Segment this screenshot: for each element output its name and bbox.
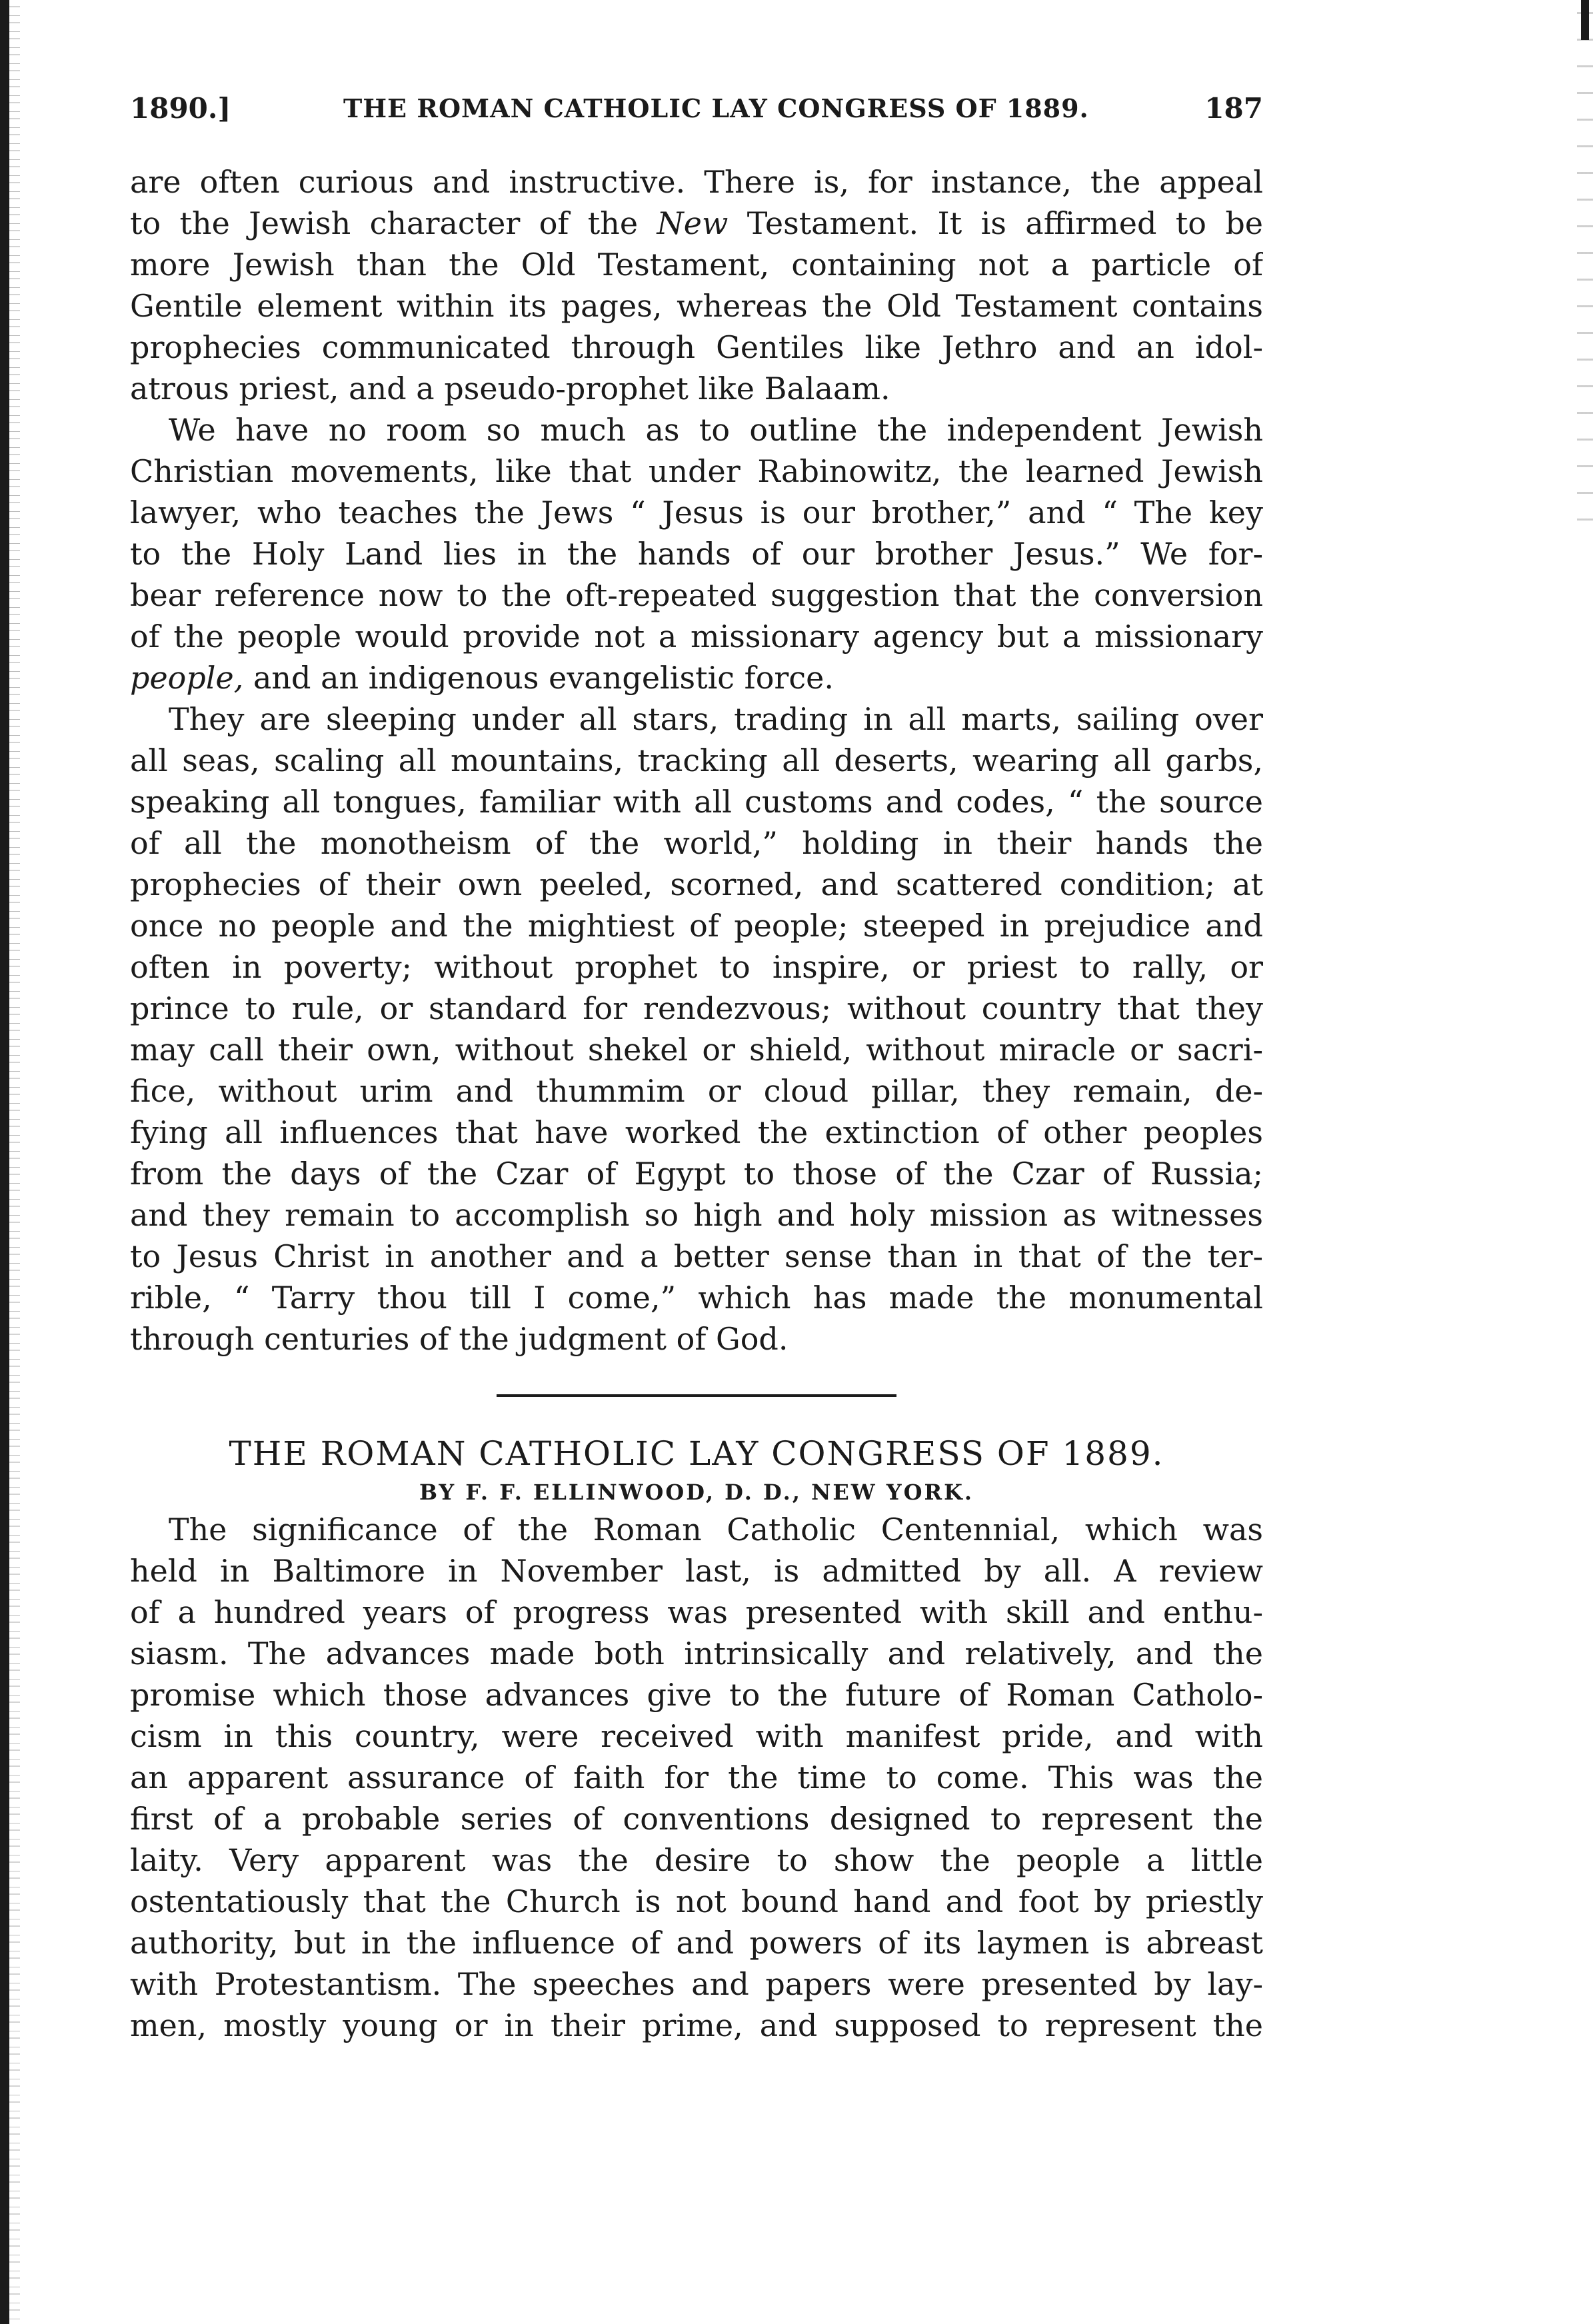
scan-right-edge-noise (1577, 0, 1593, 533)
text-line: of a hundred years of progress was presented with skill and enthu- (130, 1594, 1263, 1630)
italic-text: people, (130, 660, 244, 696)
previous-article-text (130, 161, 1263, 1360)
text-line: speaking all tongues, familiar with all customs and codes, “ the source (130, 784, 1263, 820)
text-line: through centuries of the judgment of God. (130, 1321, 789, 1357)
text-line: ostentatiously that the Church is not bound hand and foot by priestly (130, 1883, 1263, 1919)
text-span: Testament. It is affirmed to be (728, 205, 1263, 241)
text-line: from the days of the Czar of Egypt to those of the Czar of Russia; (130, 1156, 1263, 1192)
text-span: and an indigenous evangelistic force. (243, 660, 834, 696)
text-line: Gentile element within its pages, whereas the Old Testament contains (130, 288, 1263, 324)
article-byline: BY F. F. ELLINWOOD, D. D., NEW YORK. (419, 1480, 974, 1505)
scan-left-edge-noise (9, 0, 20, 2324)
text-line: held in Baltimore in November last, is admitted by all. A review (130, 1553, 1263, 1589)
scan-corner-mark (1581, 0, 1589, 40)
text-line: all seas, scaling all mountains, tracking all deserts, wearing all garbs, (130, 742, 1263, 778)
italic-text: New (657, 205, 729, 241)
text-line: laity. Very apparent was the desire to show the people a little (130, 1842, 1263, 1878)
text-line: We have no room so much as to outline the independent Jewish (169, 412, 1263, 448)
page (130, 87, 1263, 2046)
text-line: The significance of the Roman Catholic Centennial, which was (169, 1512, 1263, 1548)
running-head-year: 1890.] (130, 92, 231, 125)
text-line: They are sleeping under all stars, trading in all marts, sailing over (169, 701, 1263, 737)
article-title: THE ROMAN CATHOLIC LAY CONGRESS OF 1889. (229, 1434, 1164, 1473)
text-line: to Jesus Christ in another and a better sense than in that of the ter- (130, 1238, 1263, 1274)
text-line: promise which those advances give to the future of Roman Catholo- (130, 1677, 1263, 1713)
text-line: are often curious and instructive. There is, for instance, the appeal (130, 164, 1263, 200)
text-line: prophecies of their own peeled, scorned, and scattered condition; at (130, 866, 1263, 902)
text-line: atrous priest, and a pseudo-prophet like Balaam. (130, 371, 890, 407)
section-divider (497, 1394, 896, 1397)
text-line: once no people and the mightiest of people; steeped in prejudice and (130, 908, 1263, 944)
text-line: of all the monotheism of the world,” holding in their hands the (130, 825, 1263, 861)
text-line: and they remain to accomplish so high and holy mission as witnesses (130, 1197, 1263, 1233)
text-line: siasm. The advances made both intrinsically and relatively, and the (130, 1636, 1263, 1672)
text-line: to the Holy Land lies in the hands of our brother Jesus.” We for- (130, 536, 1263, 572)
text-line: men, mostly young or in their prime, and supposed to represent the (130, 2007, 1263, 2043)
running-head-title: THE ROMAN CATHOLIC LAY CONGRESS OF 1889. (343, 93, 1089, 123)
page-number: 187 (1204, 92, 1263, 125)
text-line: lawyer, who teaches the Jews “ Jesus is our brother,” and “ The key (130, 495, 1263, 531)
text-line: prophecies communicated through Gentiles like Jethro and an idol- (130, 329, 1263, 365)
text-line: fice, without urim and thummim or cloud pillar, they remain, de- (130, 1073, 1263, 1109)
text-line: often in poverty; without prophet to inspire, or priest to rally, or (130, 949, 1263, 985)
article-text (130, 1509, 1263, 2046)
scan-left-edge (0, 0, 9, 2324)
text-line: cism in this country, were received with manifest pride, and with (130, 1718, 1263, 1754)
text-span: to the Jewish character of the (130, 205, 657, 241)
text-line: with Protestantism. The speeches and papers were presented by lay- (130, 1966, 1263, 2002)
running-head (130, 87, 1263, 131)
text-line (130, 203, 1263, 244)
text-line: of the people would provide not a missionary agency but a missionary (130, 618, 1263, 654)
text-line: prince to rule, or standard for rendezvous; without country that they (130, 990, 1263, 1026)
text-line (130, 657, 1263, 698)
text-line: an apparent assurance of faith for the time to come. This was the (130, 1759, 1263, 1795)
text-line: Christian movements, like that under Rabinowitz, the learned Jewish (130, 453, 1263, 489)
text-line: rible, “ Tarry thou till I come,” which has made the monumental (130, 1280, 1263, 1316)
text-line: first of a probable series of conventions designed to represent the (130, 1801, 1263, 1837)
text-line: more Jewish than the Old Testament, containing not a particle of (130, 247, 1263, 283)
text-line: fying all influences that have worked the extinction of other peoples (130, 1114, 1263, 1150)
text-line: may call their own, without shekel or shield, without miracle or sacri- (130, 1032, 1263, 1068)
text-line: authority, but in the influence of and powers of its laymen is abreast (130, 1925, 1263, 1961)
text-line: bear reference now to the oft-repeated suggestion that the conversion (130, 577, 1263, 613)
